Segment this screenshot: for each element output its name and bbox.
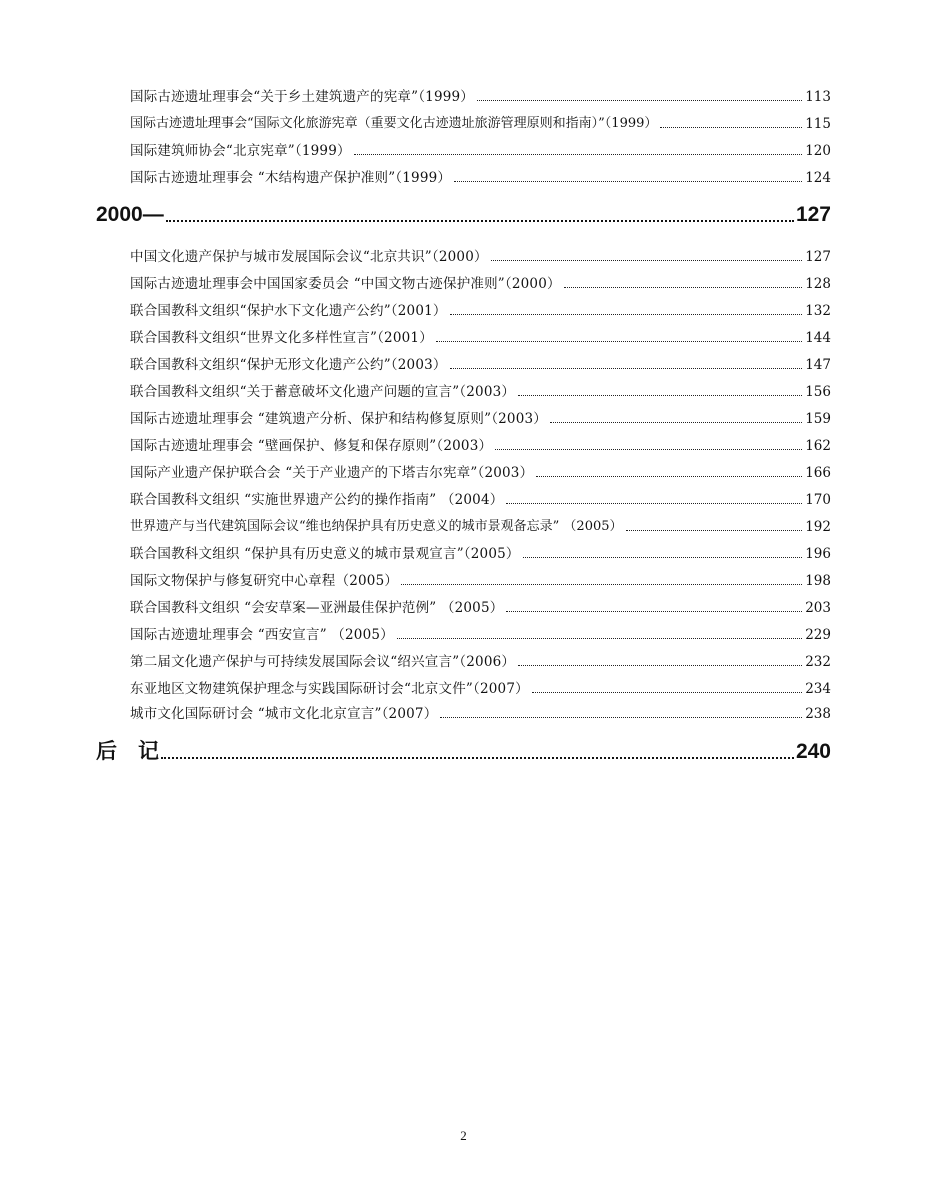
toc-entry-title: 国际产业遗产保护联合会 “关于产业遗产的下塔吉尔宪章”（2003） <box>130 465 534 481</box>
toc-entry <box>130 270 831 292</box>
toc-leader-dots <box>523 556 803 558</box>
toc-entry-page: 232 <box>805 654 831 670</box>
toc-leader-dots <box>491 259 803 261</box>
toc-entry-page: 113 <box>805 89 831 105</box>
toc-entry <box>130 83 831 105</box>
toc-entry-page: 124 <box>805 170 831 186</box>
toc-leader-dots <box>495 448 802 450</box>
toc-entry <box>130 621 831 643</box>
toc-section-page: 127 <box>795 203 831 226</box>
toc-entry <box>130 405 831 427</box>
toc-entry-page: 159 <box>805 411 831 427</box>
toc-entry <box>130 297 831 319</box>
toc-entry <box>130 351 831 373</box>
toc-entry-title: 国际古迹遗址理事会“国际文化旅游宪章（重要文化古迹遗址旅游管理原则和指南）”（1999） <box>130 116 658 131</box>
toc-entry-page: 132 <box>805 303 831 319</box>
toc-entry-page: 203 <box>805 600 831 616</box>
toc-section-title: 2000— <box>96 203 164 226</box>
toc-section-2000 <box>96 197 831 227</box>
toc-entry-title: 联合国教科文组织“保护无形文化遗产公约”（2003） <box>130 357 447 373</box>
page-number: 2 <box>460 1128 467 1143</box>
toc-leader-dots <box>506 610 802 612</box>
toc-entry-title: 国际古迹遗址理事会 “西安宣言” （2005） <box>130 627 394 643</box>
toc-entry-page: 120 <box>805 143 831 159</box>
toc-entry-title: 联合国教科文组织“关于蓄意破坏文化遗产问题的宣言”（2003） <box>130 384 516 400</box>
toc-entry <box>130 164 831 186</box>
toc-leader-dots <box>536 475 802 477</box>
toc-entry-title: 联合国教科文组织“保护水下文化遗产公约”（2001） <box>130 303 447 319</box>
toc-entry-title: 国际古迹遗址理事会中国国家委员会 “中国文物古迹保护准则”（2000） <box>130 276 561 292</box>
toc-entry-page: 156 <box>805 384 831 400</box>
toc-entry-page: 166 <box>805 465 831 481</box>
toc-entry <box>130 540 831 562</box>
toc-leader-dots <box>440 716 802 718</box>
toc-leader-dots <box>161 756 794 759</box>
toc-entry-title: 国际文物保护与修复研究中心章程（2005） <box>130 573 399 589</box>
toc-entry-page: 147 <box>805 357 831 373</box>
toc-leader-dots <box>660 126 802 128</box>
toc-entry-title: 城市文化国际研讨会 “城市文化北京宣言”（2007） <box>130 706 438 722</box>
toc-entry-page: 170 <box>805 492 831 508</box>
toc-leader-dots <box>454 180 802 182</box>
toc-leader-dots <box>450 313 803 315</box>
toc-leader-dots <box>518 664 802 666</box>
toc-entry-page: 115 <box>805 116 831 132</box>
toc-entry-title: 国际古迹遗址理事会“关于乡土建筑遗产的宪章”（1999） <box>130 89 475 105</box>
toc-leader-dots <box>401 583 802 585</box>
toc-entry-title: 世界遗产与当代建筑国际会议“维也纳保护具有历史意义的城市景观备忘录” （2005） <box>130 519 623 534</box>
toc-entry <box>130 110 831 132</box>
toc-entry <box>130 700 831 722</box>
toc-entry <box>130 594 831 616</box>
toc-leader-dots <box>397 637 802 639</box>
toc-entry-title: 国际古迹遗址理事会 “壁画保护、修复和保存原则”（2003） <box>130 438 493 454</box>
toc-entry-title: 联合国教科文组织 “会安草案—亚洲最佳保护范例” （2005） <box>130 600 504 616</box>
toc-entry <box>130 648 831 670</box>
toc-leader-dots <box>450 367 803 369</box>
toc-section-postscript <box>96 734 831 764</box>
toc-leader-dots <box>354 153 803 155</box>
toc-entry-title: 国际建筑师协会“北京宪章”（1999） <box>130 143 351 159</box>
toc-entry-page: 196 <box>805 546 831 562</box>
toc-entry-title: 联合国教科文组织 “实施世界遗产公约的操作指南” （2004） <box>130 492 504 508</box>
toc-leader-dots <box>477 99 802 101</box>
toc-entry-title: 第二届文化遗产保护与可持续发展国际会议“绍兴宣言”（2006） <box>130 654 516 670</box>
toc-entry-page: 198 <box>805 573 831 589</box>
toc-section-title: 后 记 <box>96 740 159 763</box>
toc-entry-page: 229 <box>805 627 831 643</box>
toc-entry-page: 127 <box>805 249 831 265</box>
toc-entry-page: 162 <box>805 438 831 454</box>
toc-leader-dots <box>436 340 802 342</box>
toc-entry-page: 144 <box>805 330 831 346</box>
toc-entry <box>130 567 831 589</box>
toc-entry-page: 234 <box>805 681 831 697</box>
toc-leader-dots <box>626 529 803 531</box>
toc-leader-dots <box>564 286 803 288</box>
toc-entry-page: 192 <box>805 519 831 535</box>
toc-entry-title: 东亚地区文物建筑保护理念与实践国际研讨会“北京文件”（2007） <box>130 681 529 697</box>
toc-entry-page: 238 <box>805 706 831 722</box>
toc-entry <box>130 324 831 346</box>
toc-entry <box>130 243 831 265</box>
toc-entry-title: 中国文化遗产保护与城市发展国际会议“北京共识”（2000） <box>130 249 488 265</box>
toc-entry <box>130 486 831 508</box>
toc-leader-dots <box>166 219 794 222</box>
toc-entry-title: 联合国教科文组织“世界文化多样性宣言”（2001） <box>130 330 433 346</box>
toc-entry <box>130 432 831 454</box>
toc-leader-dots <box>532 691 802 693</box>
toc-entry-page: 128 <box>805 276 831 292</box>
toc-entry <box>130 513 831 535</box>
toc-entry-title: 国际古迹遗址理事会 “木结构遗产保护准则”（1999） <box>130 170 452 186</box>
toc-section-page: 240 <box>795 740 831 763</box>
toc-entry <box>130 459 831 481</box>
toc-entry <box>130 378 831 400</box>
toc-leader-dots <box>506 502 802 504</box>
toc-leader-dots <box>518 394 802 396</box>
toc-leader-dots <box>550 421 802 423</box>
toc-entry <box>130 675 831 697</box>
toc-entry-title: 国际古迹遗址理事会 “建筑遗产分析、保护和结构修复原则”（2003） <box>130 411 547 427</box>
toc-entry-title: 联合国教科文组织 “保护具有历史意义的城市景观宣言”（2005） <box>130 546 520 562</box>
toc-entry <box>130 137 831 159</box>
